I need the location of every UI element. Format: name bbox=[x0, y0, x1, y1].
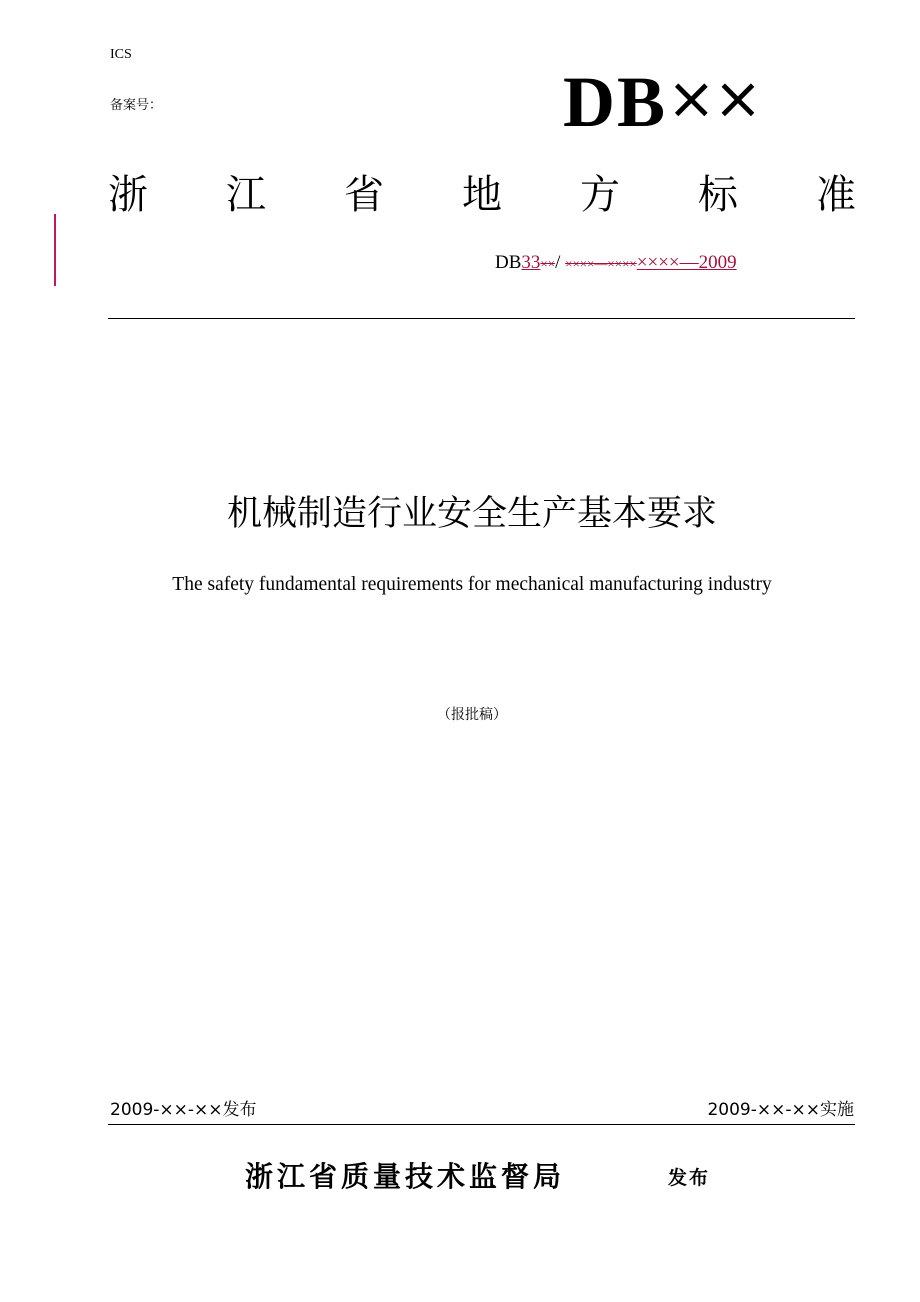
standard-number-separator: / bbox=[555, 252, 561, 273]
ics-label: ICS bbox=[110, 47, 132, 62]
deleted-serial: ××××—×××× bbox=[565, 256, 637, 271]
draft-status-note: （报批稿） bbox=[437, 707, 507, 723]
footer-divider bbox=[108, 1124, 855, 1125]
standard-code-logo bbox=[563, 60, 760, 148]
inserted-year: ××××—2009 bbox=[636, 252, 737, 273]
standard-type-char: 方 bbox=[580, 172, 620, 218]
standard-type-char: 浙 bbox=[108, 172, 148, 218]
standard-number bbox=[495, 252, 737, 274]
standard-type-heading bbox=[108, 168, 856, 222]
standard-code-placeholder: ×× bbox=[667, 64, 761, 132]
standard-type-char: 省 bbox=[344, 172, 384, 218]
standard-type-char: 地 bbox=[462, 172, 502, 218]
effective-date: 2009-××-××实施 bbox=[707, 1100, 854, 1120]
filing-number-label: 备案号： bbox=[110, 98, 163, 113]
inserted-province-code: 33 bbox=[521, 252, 541, 273]
revision-change-bar bbox=[54, 214, 56, 286]
standard-type-char: 江 bbox=[226, 172, 266, 218]
deleted-code: ×× bbox=[540, 256, 556, 271]
standard-number-prefix: DB bbox=[495, 252, 522, 273]
standard-type-char: 准 bbox=[816, 172, 856, 218]
standard-code-letters: DB bbox=[563, 62, 668, 142]
publisher-verb: 发布 bbox=[668, 1167, 711, 1189]
standard-type-char: 标 bbox=[698, 172, 738, 218]
document-title-chinese: 机械制造行业安全生产基本要求 bbox=[226, 494, 717, 534]
publisher-name: 浙江省质量技术监督局 bbox=[245, 1160, 566, 1193]
document-title-english: The safety fundamental requirements for mechanical manufacturing industry bbox=[172, 574, 772, 595]
issue-date: 2009-××-××发布 bbox=[110, 1100, 257, 1120]
header-divider bbox=[108, 318, 855, 319]
